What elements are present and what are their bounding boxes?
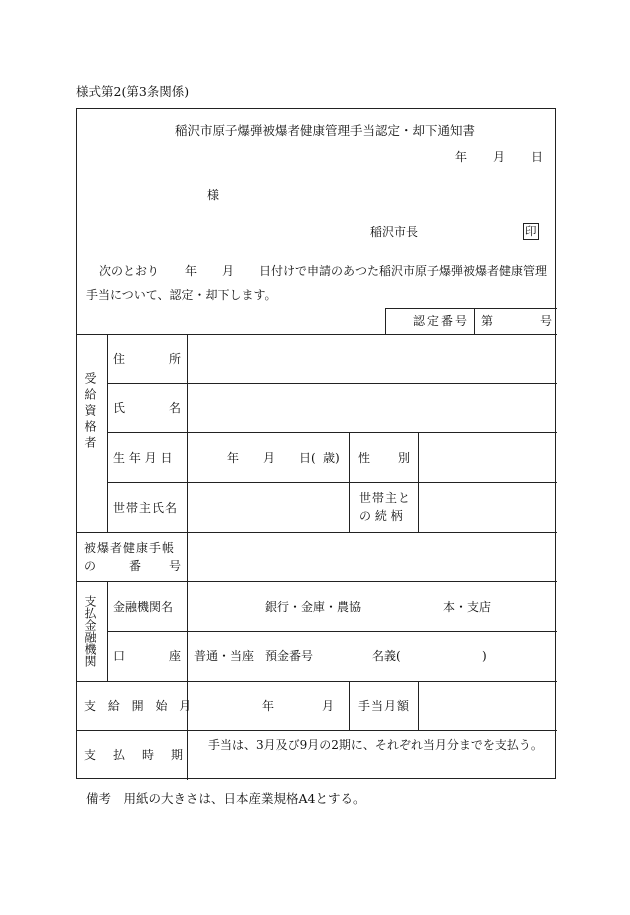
certification-number-suffix: 号 <box>540 314 553 328</box>
payment-timing-label-3: 時 <box>142 748 155 762</box>
sex-label-1: 性 <box>358 451 371 465</box>
notice-body-text: 日付けで申請のあつた稲沢市原子爆弾被爆者健康管理 <box>259 264 548 278</box>
relationship-label-1: 世帯主と <box>359 491 412 505</box>
certification-number-prefix: 第 <box>481 314 494 328</box>
bank-type-options: 銀行・金庫・農協 <box>265 600 362 614</box>
account-label-1: 口 <box>113 649 126 663</box>
account-number-label: 預金番号 <box>265 649 314 663</box>
form-title: 稲沢市原子爆弾被爆者健康管理手当認定・却下通知書 <box>175 123 476 138</box>
dob-month-label: 月 <box>263 451 276 465</box>
payment-institution-group-label: 支払金融機関 <box>83 595 97 667</box>
payment-timing-text: 手当は、3月及び9月の2期に、それぞれ当月分までを支払う。 <box>208 738 543 752</box>
date-day-label: 日 <box>531 150 544 164</box>
address-label-1: 住 <box>113 352 126 366</box>
issuer-label: 稲沢市長 <box>370 225 419 239</box>
bank-name-label: 金融機関名 <box>113 600 174 614</box>
payment-timing-label-4: 期 <box>171 748 184 762</box>
dob-year-label: 年 <box>227 451 240 465</box>
payment-timing-label-1: 支 <box>84 748 97 762</box>
relationship-label-2: の 続 柄 <box>359 509 403 523</box>
notice-body-line2: 手当について、認定・却下します。 <box>86 288 277 302</box>
seal-mark: 印 <box>525 224 537 238</box>
notice-body-year: 年 <box>185 264 198 278</box>
addressee-suffix: 様 <box>207 188 220 202</box>
address-label-2: 所 <box>169 352 182 366</box>
notice-form <box>76 108 556 779</box>
sex-label-2: 別 <box>398 451 411 465</box>
notice-body-start: 次のとおり <box>99 264 160 278</box>
name-label-2: 名 <box>169 401 182 415</box>
monthly-allowance-label: 手当月額 <box>358 699 411 713</box>
household-head-name-label: 世帯主氏名 <box>113 501 179 515</box>
account-type-options: 普通・当座 <box>194 649 255 663</box>
handbook-label-2c: 号 <box>169 559 182 573</box>
start-month-label: 月 <box>322 699 335 713</box>
date-month-label: 月 <box>493 150 506 164</box>
recipient-group-label: 受給資格者 <box>83 372 97 452</box>
account-holder-label: 名義( <box>372 649 401 663</box>
dob-day-label: 日( <box>299 451 316 465</box>
start-year-label: 年 <box>262 699 275 713</box>
name-label-1: 氏 <box>113 401 126 415</box>
handbook-label-2a: の <box>84 559 97 573</box>
dob-label: 生 年 月 日 <box>113 451 173 465</box>
remarks-note: 備考 用紙の大きさは、日本産業規格A4とする。 <box>86 791 366 806</box>
notice-body-month: 月 <box>222 264 235 278</box>
handbook-label-1: 被爆者健康手帳 <box>84 541 176 555</box>
certification-number-label: 認定番号 <box>413 314 470 328</box>
account-holder-close: ) <box>482 649 487 663</box>
payment-start-month-label: 支 給 開 始 月 <box>84 699 196 713</box>
form-number-caption: 様式第2(第3条関係) <box>76 84 190 99</box>
date-year-label: 年 <box>455 150 468 164</box>
branch-type-options: 本・支店 <box>443 600 492 614</box>
payment-timing-label-2: 払 <box>113 748 126 762</box>
age-label: 歳) <box>323 451 340 465</box>
handbook-label-2b: 番 <box>129 559 142 573</box>
account-label-2: 座 <box>169 649 182 663</box>
